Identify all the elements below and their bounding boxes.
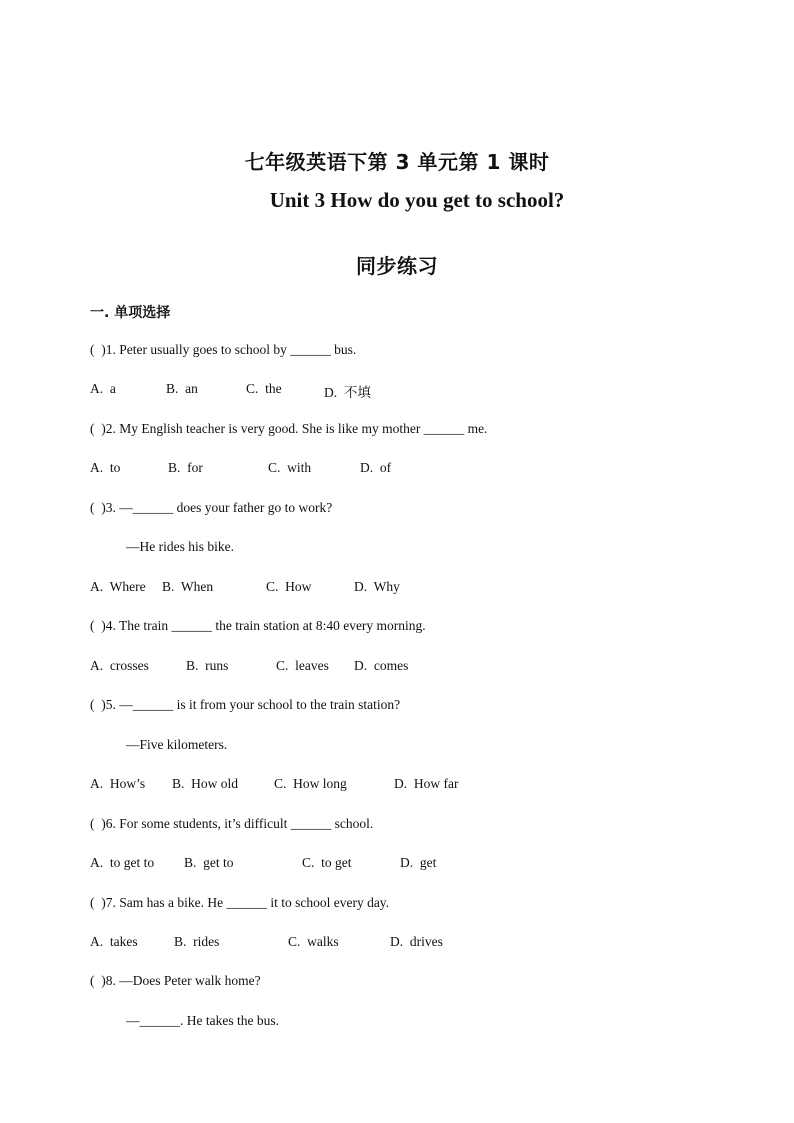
option-a: A. How’s: [90, 776, 146, 791]
page-title-cn: 七年级英语下第 3 单元第 1 课时: [244, 150, 550, 174]
option-d: D. drives: [390, 934, 443, 949]
option-c: C. with: [268, 460, 312, 475]
option-c: C. How long: [274, 776, 347, 791]
option-c: C. How: [266, 579, 312, 594]
option-a: A. takes: [90, 934, 138, 949]
question-7-stem: ( )7. Sam has a bike. He ______ it to school every day.: [90, 895, 390, 910]
option-c: C. walks: [288, 934, 339, 949]
option-a: A. Where: [90, 579, 146, 594]
question-6-stem: ( )6. For some students, it’s difficult ______ school.: [90, 816, 374, 831]
option-c: C. the: [246, 381, 282, 396]
option-d: D. Why: [354, 579, 400, 594]
question-7-options: [90, 934, 610, 952]
section-heading: 一. 单项选择: [90, 305, 171, 321]
option-b: B. get to: [184, 855, 234, 870]
page-title-en: Unit 3 How do you get to school?: [269, 188, 565, 212]
question-5-stem: ( )5. —______ is it from your school to the train station?: [90, 697, 401, 712]
option-d: D. How far: [394, 776, 459, 791]
option-a: A. to: [90, 460, 121, 475]
option-d: D. get: [400, 855, 437, 870]
question-8-reply: —______. He takes the bus.: [126, 1013, 279, 1028]
option-b: B. When: [162, 579, 214, 594]
page-subtitle: 同步练习: [356, 254, 438, 278]
question-1-options: [90, 381, 610, 399]
option-d: D. of: [360, 460, 392, 475]
question-2-stem: ( )2. My English teacher is very good. She is like my mother ______ me.: [90, 421, 488, 436]
question-3-options: [90, 579, 610, 597]
option-b: B. for: [168, 460, 203, 475]
option-b: B. an: [166, 381, 198, 396]
option-d: D. 不填: [324, 385, 371, 400]
question-5-options: [90, 776, 610, 794]
option-b: B. rides: [174, 934, 220, 949]
question-6-options: [90, 855, 610, 873]
option-b: B. runs: [186, 658, 229, 673]
question-4-stem: ( )4. The train ______ the train station at 8:40 every morning.: [90, 618, 426, 633]
option-a: A. crosses: [90, 658, 149, 673]
option-a: A. a: [90, 381, 116, 396]
option-c: C. to get: [302, 855, 352, 870]
question-8-stem: ( )8. —Does Peter walk home?: [90, 973, 261, 988]
option-a: A. to get to: [90, 855, 155, 870]
option-d: D. comes: [354, 658, 409, 673]
question-3-stem: ( )3. —______ does your father go to work?: [90, 500, 333, 515]
question-2-options: [90, 460, 610, 478]
question-3-reply: —He rides his bike.: [126, 539, 234, 554]
question-4-options: [90, 658, 610, 676]
option-c: C. leaves: [276, 658, 329, 673]
question-5-reply: —Five kilometers.: [126, 737, 228, 752]
question-1-stem: ( )1. Peter usually goes to school by ______ bus.: [90, 342, 357, 357]
option-b: B. How old: [172, 776, 239, 791]
